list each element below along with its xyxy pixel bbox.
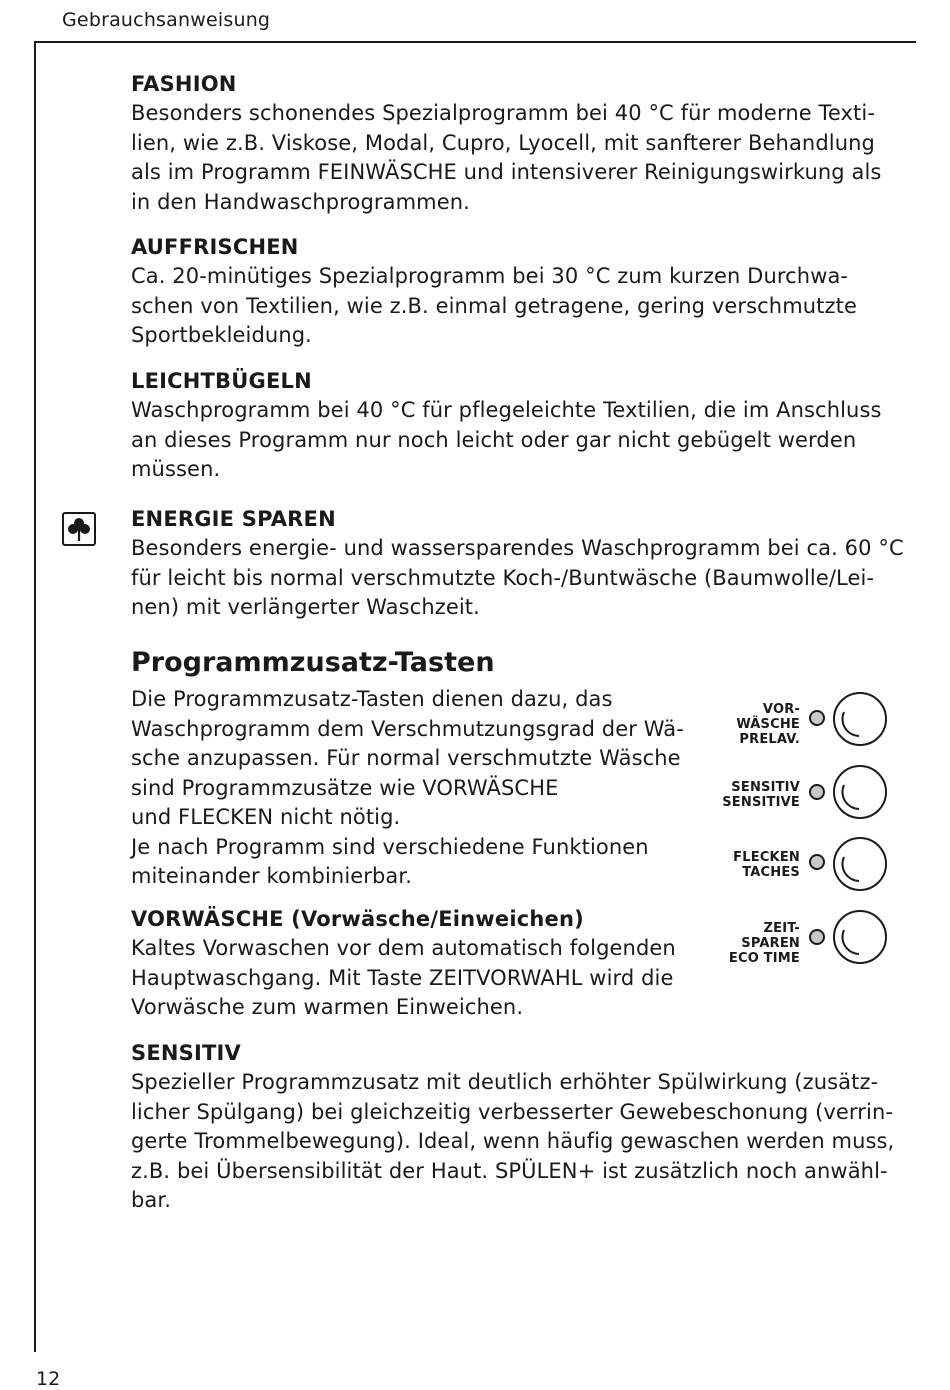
section-heading: Programmzusatz-Tasten — [131, 647, 495, 678]
text-line: Die Programmzusatz-Tasten dienen dazu, das — [131, 687, 613, 711]
push-button-icon[interactable] — [833, 692, 887, 746]
text-line: Ca. 20-minütiges Spezialprogramm bei 30 °C zum kurzen Durchwa- — [131, 264, 849, 288]
text-line: lien, wie z.B. Viskose, Modal, Cupro, Lyocell, mit sanfterer Behandlung — [131, 130, 875, 155]
indicator-led — [809, 929, 825, 945]
text-line: sind Programmzusätze wie VORWÄSCHE — [131, 775, 559, 800]
option-button-vorwaesche[interactable] — [715, 692, 895, 752]
program-fashion — [131, 69, 881, 217]
page-number: 12 — [36, 1368, 61, 1390]
label-line: WÄSCHE — [736, 717, 800, 732]
label-line: FLECKEN — [733, 850, 800, 865]
label-line: ECO TIME — [728, 951, 800, 966]
extra-description — [131, 934, 676, 1023]
option-button-sensitiv[interactable] — [715, 765, 895, 825]
text-line: Sportbekleidung. — [131, 323, 312, 347]
text-line: gerte Trommelbewegung). Ideal, wenn häufig gewaschen werden muss, — [131, 1129, 895, 1153]
text-line: Kaltes Vorwaschen vor dem automatisch folgenden — [131, 936, 676, 960]
program-leichtbuegeln — [131, 366, 882, 485]
program-title: LEICHTBÜGELN — [131, 369, 312, 393]
program-auffrischen — [131, 232, 857, 351]
text-line: miteinander kombinierbar. — [131, 864, 412, 888]
program-title: AUFFRISCHEN — [131, 235, 299, 259]
text-line: für leicht bis normal verschmutzte Koch-/Buntwäsche (Baumwolle/Lei- — [131, 565, 875, 590]
extra-title: SENSITIV — [131, 1041, 241, 1065]
push-button-icon[interactable] — [833, 765, 887, 819]
extra-title: VORWÄSCHE (Vorwäsche/Einweichen) — [131, 907, 584, 931]
button-label — [729, 921, 800, 966]
text-line: sche anzupassen. Für normal verschmutzte Wäsche — [131, 746, 681, 770]
label-line: TACHES — [742, 865, 800, 880]
extras-intro — [131, 685, 684, 892]
label-line: ZEIT- — [763, 921, 800, 936]
extra-vorwaesche — [131, 904, 676, 1023]
button-label — [722, 780, 800, 810]
text-line: Waschprogramm dem Verschmutzungsgrad der Wä- — [131, 716, 684, 741]
button-label — [736, 702, 800, 747]
program-title: ENERGIE SPAREN — [131, 507, 336, 531]
option-buttons-panel — [715, 692, 895, 982]
text-line: schen von Textilien, wie z.B. einmal getragene, gering verschmutzte — [131, 293, 857, 318]
program-description — [131, 262, 857, 351]
label-line: PRELAV. — [739, 732, 800, 747]
button-label — [733, 850, 800, 880]
text-line: Hauptwaschgang. Mit Taste ZEITVORWAHL wird die — [131, 965, 674, 990]
program-title: FASHION — [131, 72, 237, 96]
indicator-led — [809, 854, 825, 870]
text-line: Vorwäsche zum warmen Einweichen. — [131, 995, 524, 1019]
header-title: Gebrauchsanweisung — [62, 9, 271, 31]
text-line: Besonders energie- und wassersparendes Waschprogramm bei ca. 60 °C — [131, 536, 904, 560]
push-button-icon[interactable] — [833, 837, 887, 891]
left-margin-rule — [34, 41, 36, 1352]
indicator-led — [809, 784, 825, 800]
text-line: Spezieller Programmzusatz mit deutlich erhöhter Spülwirkung (zusätz- — [131, 1070, 879, 1094]
clover-icon — [62, 512, 96, 546]
program-description — [131, 396, 882, 485]
option-button-flecken[interactable] — [715, 837, 895, 897]
text-line: an dieses Programm nur noch leicht oder gar nicht gebügelt werden — [131, 427, 857, 452]
header-rule — [34, 41, 916, 43]
extra-description — [131, 1068, 894, 1216]
text-line: licher Spülgang) bei gleichzeitig verbesserter Gewebeschonung (verrin- — [131, 1099, 894, 1124]
text-line: Waschprogramm bei 40 °C für pflegeleichte Textilien, die im Anschluss — [131, 398, 882, 422]
push-button-icon[interactable] — [833, 910, 887, 964]
text-line: als im Programm FEINWÄSCHE und intensiverer Reinigungswirkung als — [131, 160, 882, 184]
program-energie-sparen — [131, 504, 904, 623]
label-line: SENSITIVE — [722, 795, 800, 810]
text-line: nen) mit verlängerter Waschzeit. — [131, 595, 480, 619]
program-description — [131, 534, 904, 623]
text-line: bar. — [131, 1188, 171, 1212]
extra-sensitiv — [131, 1038, 894, 1216]
text-line: und FLECKEN nicht nötig. — [131, 805, 401, 829]
label-line: SPAREN — [741, 936, 800, 951]
extras-section — [131, 645, 684, 892]
indicator-led — [809, 710, 825, 726]
option-button-zeitsparen[interactable] — [715, 910, 895, 970]
text-line: müssen. — [131, 457, 221, 481]
label-line: SENSITIV — [731, 780, 800, 795]
text-line: in den Handwaschprogrammen. — [131, 189, 470, 214]
text-line: z.B. bei Übersensibilität der Haut. SPÜLEN+ ist zusätzlich noch anwähl- — [131, 1158, 888, 1183]
text-line: Besonders schonendes Spezialprogramm bei 40 °C für moderne Texti- — [131, 101, 876, 125]
text-line: Je nach Programm sind verschiedene Funktionen — [131, 834, 649, 859]
label-line: VOR- — [762, 702, 800, 717]
program-description — [131, 99, 881, 217]
